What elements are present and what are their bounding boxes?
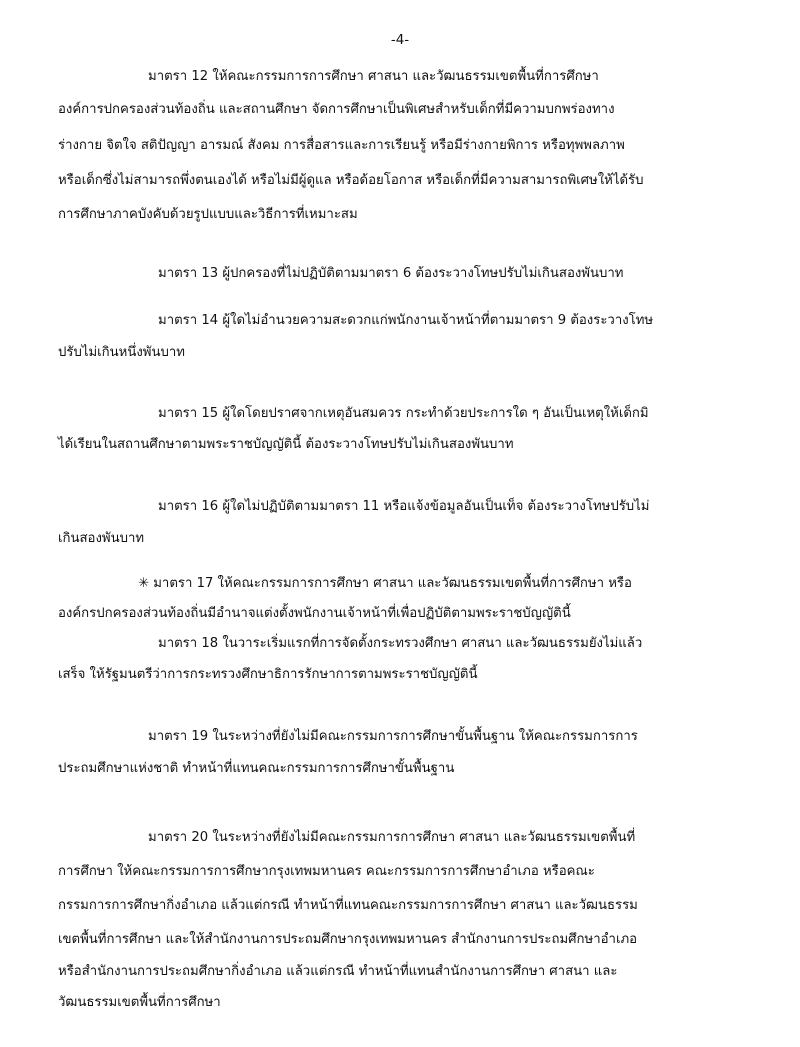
- text-line: การศึกษา ให้คณะกรรมการการศึกษากรุงเทพมหานคร คณะกรรมการการศึกษาอำเภอ หรือคณะ: [58, 864, 595, 879]
- page-number: -4-: [390, 32, 410, 48]
- text-line: ร่างกาย จิตใจ สติปัญญา อารมณ์ สังคม การสื่อสารและการเรียนรู้ หรือมีร่างกายพิการ หรือทุพพลภาพ: [58, 138, 625, 153]
- text-line: มาตรา 16 ผู้ใดไม่ปฏิบัติตามมาตรา 11 หรือแจ้งข้อมูลอันเป็นเท็จ ต้องระวางโทษปรับไม่: [158, 499, 650, 514]
- text-line: การศึกษาภาคบังคับด้วยรูปแบบและวิธีการที่เหมาะสม: [58, 207, 358, 222]
- text-line: มาตรา 12 ให้คณะกรรมการการศึกษา ศาสนา และวัฒนธรรมเขตพื้นที่การศึกษา: [148, 69, 599, 84]
- text-line: มาตรา 19 ในระหว่างที่ยังไม่มีคณะกรรมการการศึกษาขั้นพื้นฐาน ให้คณะกรรมการการ: [148, 729, 638, 744]
- text-line: มาตรา 18 ในวาระเริ่มแรกที่การจัดตั้งกระทรวงศึกษา ศาสนา และวัฒนธรรมยังไม่แล้ว: [158, 636, 643, 651]
- text-line: เสร็จ ให้รัฐมนตรีว่าการกระทรวงศึกษาธิการรักษาการตามพระราชบัญญัตินี้: [58, 667, 478, 682]
- text-line: องค์การปกครองส่วนท้องถิ่น และสถานศึกษา จัดการศึกษาเป็นพิเศษสำหรับเด็กที่มีความบกพร่องทาง: [58, 102, 615, 117]
- text-line: เกินสองพันบาท: [58, 531, 145, 546]
- text-line: มาตรา 14 ผู้ใดไม่อำนวยความสะดวกแก่พนักงานเจ้าหน้าที่ตามมาตรา 9 ต้องระวางโทษ: [158, 313, 654, 328]
- text-line: วัฒนธรรมเขตพื้นที่การศึกษา: [58, 995, 221, 1010]
- text-line: ปรับไม่เกินหนึ่งพันบาท: [58, 345, 185, 360]
- text-line: หรือสำนักงานการประถมศึกษากิ่งอำเภอ แล้วแต่กรณี ทำหน้าที่แทนสำนักงานการศึกษา ศาสนา และ: [58, 964, 618, 979]
- text-line: ✳ มาตรา 17 ให้คณะกรรมการการศึกษา ศาสนา และวัฒนธรรมเขตพื้นที่การศึกษา หรือ: [138, 576, 632, 591]
- text-line: มาตรา 20 ในระหว่างที่ยังไม่มีคณะกรรมการการศึกษา ศาสนา และวัฒนธรรมเขตพื้นที่: [148, 830, 636, 845]
- text-line: มาตรา 15 ผู้ใดโดยปราศจากเหตุอันสมควร กระทำด้วยประการใด ๆ อันเป็นเหตุให้เด็กมิ: [158, 406, 649, 421]
- text-line: มาตรา 13 ผู้ปกครองที่ไม่ปฏิบัติตามมาตรา 6 ต้องระวางโทษปรับไม่เกินสองพันบาท: [158, 266, 624, 281]
- text-line: กรรมการการศึกษากิ่งอำเภอ แล้วแต่กรณี ทำหน้าที่แทนคณะกรรมการการศึกษา ศาสนา และวัฒนธรรม: [58, 898, 638, 913]
- text-line: องค์กรปกครองส่วนท้องถิ่นมีอำนาจแต่งตั้งพนักงานเจ้าหน้าที่เพื่อปฏิบัติตามพระราชบัญญัตินี้: [58, 606, 571, 621]
- text-line: ได้เรียนในสถานศึกษาตามพระราชบัญญัตินี้ ต้องระวางโทษปรับไม่เกินสองพันบาท: [58, 437, 514, 452]
- text-line: หรือเด็กซึ่งไม่สามารถพึ่งตนเองได้ หรือไม่มีผู้ดูแล หรือด้อยโอกาส หรือเด็กที่มีความสามารถพิเศษให้ได้รับ: [58, 173, 644, 188]
- text-line: ประถมศึกษาแห่งชาติ ทำหน้าที่แทนคณะกรรมการการศึกษาขั้นพื้นฐาน: [58, 761, 455, 776]
- text-line: เขตพื้นที่การศึกษา และให้สำนักงานการประถมศึกษากรุงเทพมหานคร สำนักงานการประถมศึกษาอำเภอ: [58, 932, 638, 947]
